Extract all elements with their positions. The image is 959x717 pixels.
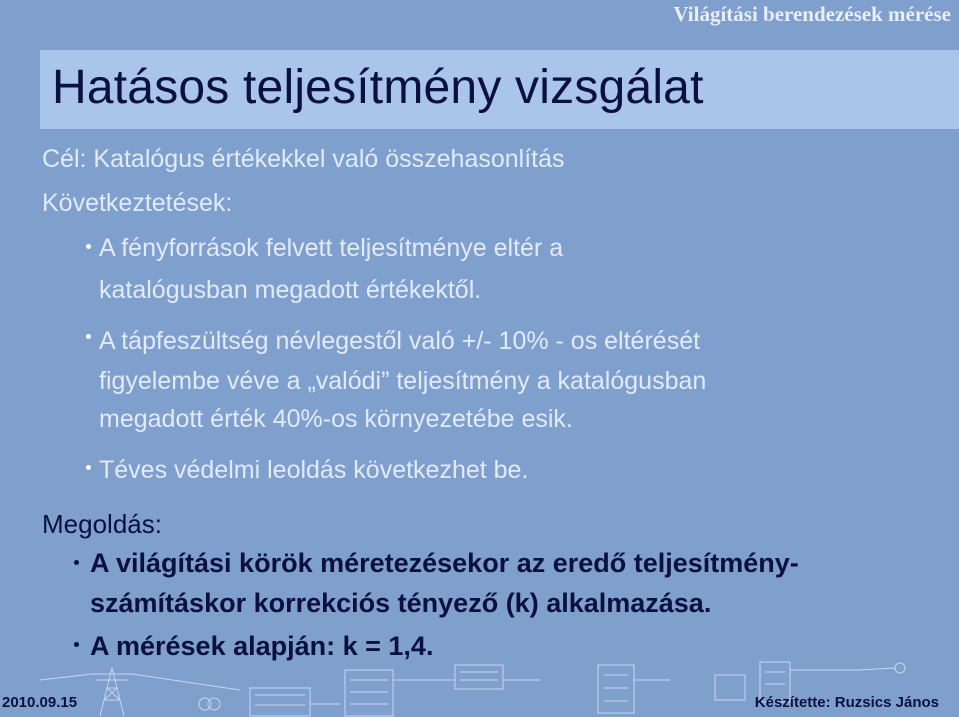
footer-date: 2010.09.15	[2, 694, 78, 711]
conclusion-3-line-1: Téves védelmi leoldás következhet be.	[99, 456, 529, 484]
conclusion-1-line-2: katalógusban megadott értékektől.	[99, 276, 482, 304]
conclusions-label: Következtetések:	[42, 189, 233, 217]
footer-author: Készítette: Ruzsics János	[754, 694, 939, 711]
solution-1-line-2: számításkor korrekciós tényező (k) alkalmazása.	[90, 588, 712, 618]
goal-text: Cél: Katalógus értékekkel való összehasonlítás	[42, 145, 565, 173]
tower-icon	[92, 668, 132, 716]
bullet-dot	[86, 334, 91, 339]
slide-title: Hatásos teljesítmény vizsgálat	[52, 61, 704, 114]
header-title: Világítási berendezések mérése	[673, 2, 951, 26]
panel-icon	[455, 665, 503, 689]
conclusion-2-line-1: A tápfeszültség névlegestől való +/- 10% - os eltérését	[99, 327, 701, 355]
conclusion-2-line-3: megadott érték 40%-os környezetébe esik.	[99, 405, 573, 433]
panel-icon	[598, 665, 634, 713]
solution-2-line-1: A mérések alapján: k = 1,4.	[90, 631, 434, 661]
solution-1-line-1: A világítási körök méretezésekor az eredő teljesítmény-	[90, 548, 799, 578]
bullet-dot	[74, 560, 79, 565]
bullet-dot	[86, 465, 91, 470]
solution-label: Megoldás:	[42, 509, 162, 539]
conclusion-2-line-2: figyelembe véve a „valódi” teljesítmény a katalógusban	[99, 367, 707, 395]
panel-icon	[345, 670, 393, 716]
bullet-dot	[86, 244, 91, 249]
lamp-icon	[895, 663, 905, 673]
bullet-dot	[74, 642, 79, 647]
conclusion-1-line-1: A fényforrások felvett teljesítménye eltér a	[99, 234, 564, 262]
panel-icon	[715, 675, 745, 700]
switchgear-icon	[250, 688, 310, 716]
